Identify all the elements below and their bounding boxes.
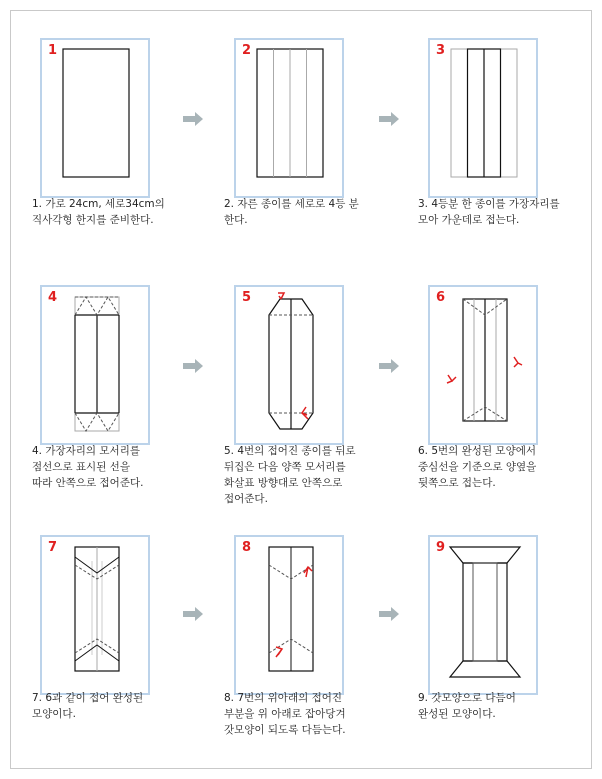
step-1-figure — [42, 40, 148, 196]
step-6-figure — [430, 287, 536, 443]
step-3-number: 3 — [436, 43, 446, 58]
step-1-panel — [40, 38, 150, 198]
step-2-figure — [236, 40, 342, 196]
step-6-caption: 6. 5번의 완성된 모양에서 중심선을 기준으로 양옆을 뒷쪽으로 접는다. — [418, 445, 537, 489]
step-9-figure — [430, 537, 536, 693]
step-6-panel — [428, 285, 538, 445]
step-2-panel — [234, 38, 344, 198]
step-7-number: 7 — [48, 540, 58, 555]
step-3-caption: 3. 4등분 한 종이를 가장자리를 모아 가운데로 접는다. — [418, 198, 560, 226]
step-4-caption: 4. 가장자리의 모서리를 점선으로 표시된 선을 따라 안쪽으로 접어준다. — [32, 445, 144, 489]
arrow-icon — [183, 606, 203, 620]
step-7-caption: 7. 6과 같이 접어 완성된 모양이다. — [32, 692, 144, 720]
step-9-caption: 9. 갓모양으로 다듬어 완성된 모양이다. — [418, 692, 516, 720]
step-7-figure — [42, 537, 148, 693]
arrow-icon — [379, 111, 399, 125]
step-3-figure — [430, 40, 536, 196]
step-8-number: 8 — [242, 540, 252, 555]
step-3-panel — [428, 38, 538, 198]
step-5-number: 5 — [242, 290, 252, 305]
step-5-caption: 5. 4번의 접어진 종이를 뒤로 뒤집은 다음 양쪽 모서리를 화살표 방향대로 안쪽으로 접어준다. — [224, 445, 356, 505]
arrow-icon — [183, 358, 203, 372]
step-6-number: 6 — [436, 290, 446, 305]
step-2-number: 2 — [242, 43, 252, 58]
step-9-panel — [428, 535, 538, 695]
step-8-caption: 8. 7번의 위아래의 접어진 부분을 위 아래로 잡아당겨 갓모양이 되도록 다듬는다. — [224, 692, 346, 736]
step-7-panel — [40, 535, 150, 695]
step-8-figure — [236, 537, 342, 693]
step-1-number: 1 — [48, 43, 58, 58]
arrow-icon — [379, 358, 399, 372]
step-4-panel — [40, 285, 150, 445]
step-1-caption: 1. 가로 24cm, 세로34cm의 직사각형 한지를 준비한다. — [32, 198, 165, 226]
step-4-number: 4 — [48, 290, 58, 305]
step-5-figure — [236, 287, 342, 443]
arrow-icon — [379, 606, 399, 620]
step-2-caption: 2. 자른 종이를 세로로 4등 분 한다. — [224, 198, 359, 226]
step-4-figure — [42, 287, 148, 443]
step-8-panel — [234, 535, 344, 695]
arrow-icon — [183, 111, 203, 125]
step-5-panel — [234, 285, 344, 445]
step-9-number: 9 — [436, 540, 446, 555]
